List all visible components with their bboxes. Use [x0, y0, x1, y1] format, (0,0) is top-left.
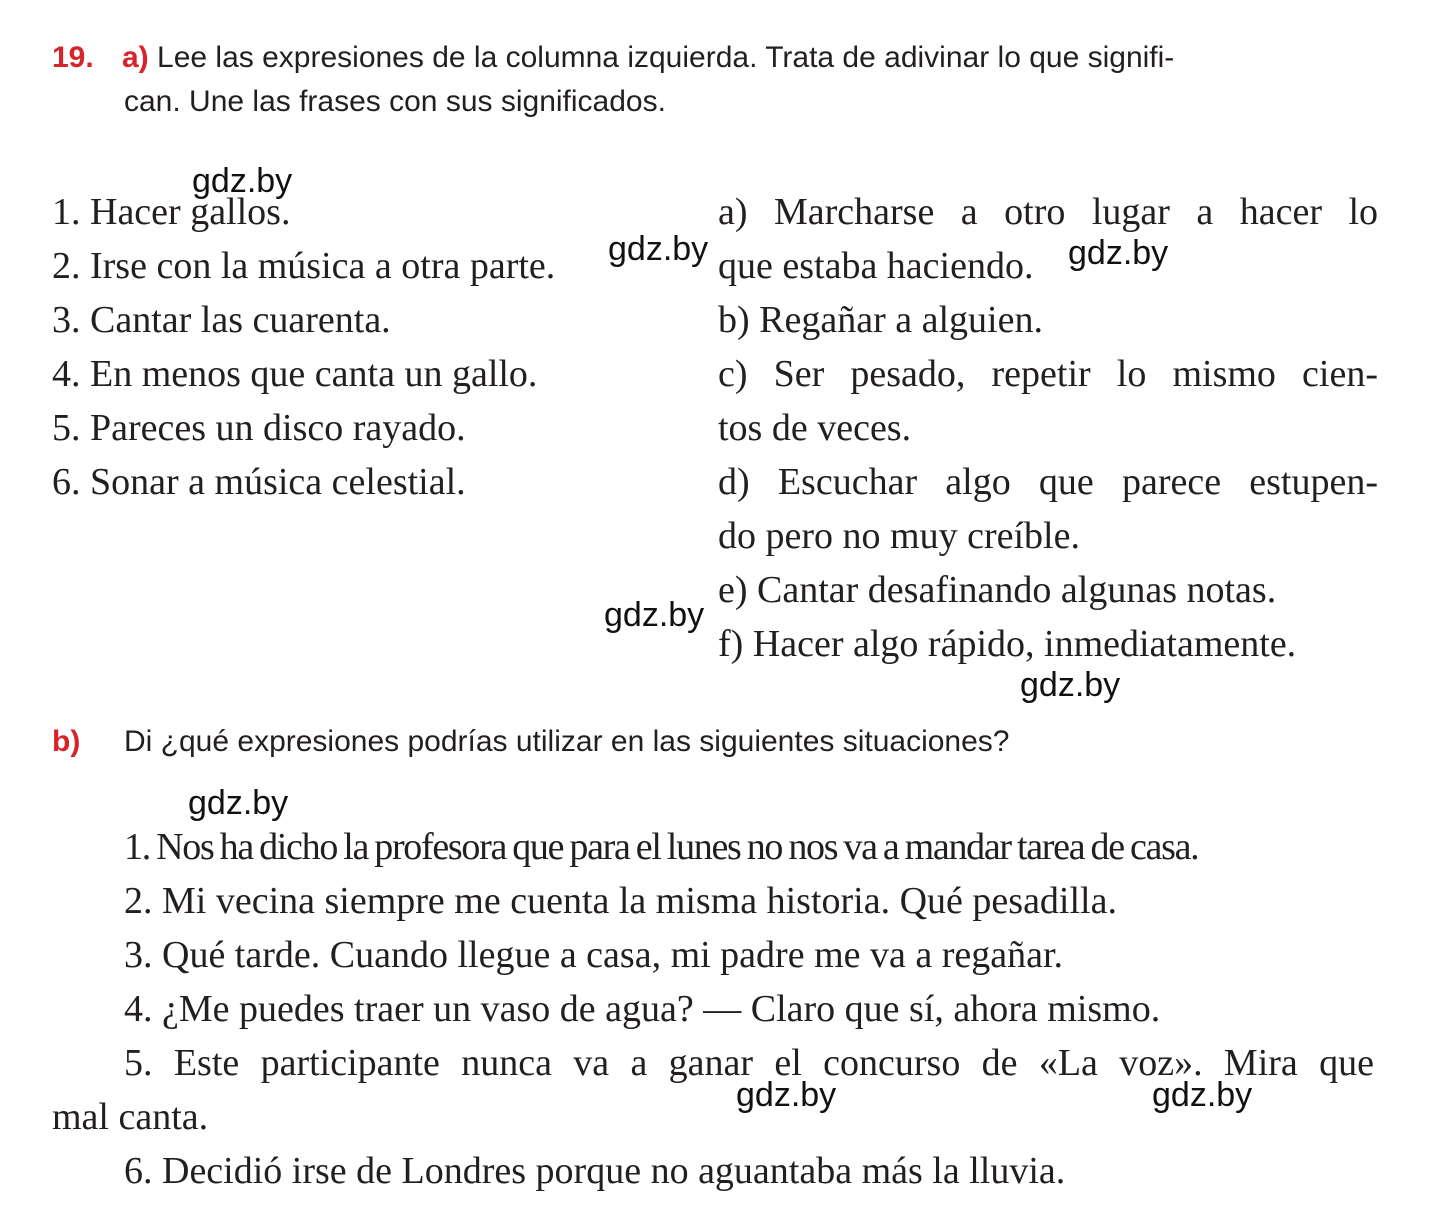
situations-list: [52, 820, 1374, 1198]
meanings-column: [718, 185, 1378, 671]
part-b-label: b): [52, 725, 81, 758]
situation-6: 6. Decidió irse de Londres porque no aguantaba más la lluvia.: [124, 1150, 1066, 1192]
watermark: gdz.by: [608, 230, 709, 268]
situation-4: 4. ¿Me puedes traer un vaso de agua? — Claro que sí, ahora mismo.: [124, 988, 1161, 1030]
exercise-19-header: [52, 36, 1382, 124]
instruction-line-1: [52, 36, 1382, 80]
situation-5-line-1: 5. Este participante nunca va a ganar el concurso de «La voz». Mira que: [124, 1042, 1374, 1084]
meaning-d-line-2: do pero no muy creíble.: [718, 515, 1080, 557]
watermark: gdz.by: [1152, 1076, 1253, 1114]
expression-3: 3. Cantar las cuarenta.: [52, 299, 391, 341]
part-b-header: [52, 720, 1382, 764]
part-a-instruction-1: Lee las expresiones de la columna izquierda. Trata de adivinar lo que signifi-: [157, 41, 1175, 74]
meaning-a-line-1: a) Marcharse a otro lugar a hacer lo: [718, 191, 1378, 233]
watermark: gdz.by: [1068, 234, 1169, 272]
meaning-b: b) Regañar a alguien.: [718, 299, 1043, 341]
watermark: gdz.by: [736, 1076, 837, 1114]
situation-5-line-2: mal canta.: [52, 1096, 209, 1138]
situation-2: 2. Mi vecina siempre me cuenta la misma historia. Qué pesadilla.: [124, 880, 1117, 922]
meaning-d-line-1: d) Escuchar algo que parece estupen-: [718, 461, 1378, 503]
watermark: gdz.by: [188, 784, 289, 822]
expressions-column: [52, 185, 692, 509]
situation-3: 3. Qué tarde. Cuando llegue a casa, mi padre me va a regañar.: [124, 934, 1064, 976]
expression-5: 5. Pareces un disco rayado.: [52, 407, 466, 449]
expression-2: 2. Irse con la música a otra parte.: [52, 245, 556, 287]
meaning-e: e) Cantar desafinando algunas notas.: [718, 569, 1277, 611]
meaning-c-line-2: tos de veces.: [718, 407, 912, 449]
part-a-instruction-2: can. Une las frases con sus significados.: [124, 85, 666, 118]
expression-4: 4. En menos que canta un gallo.: [52, 353, 538, 395]
meaning-a-line-2: que estaba haciendo.: [718, 245, 1034, 287]
watermark: gdz.by: [192, 162, 293, 200]
part-b-instruction: Di ¿qué expresiones podrías utilizar en las siguientes situaciones?: [124, 725, 1010, 758]
exercise-number: 19.: [52, 41, 94, 74]
expression-1: 1. Hacer gallos.: [52, 191, 291, 233]
watermark: gdz.by: [604, 596, 705, 634]
watermark: gdz.by: [1020, 666, 1121, 704]
meaning-c-line-1: c) Ser pesado, repetir lo mismo cien-: [718, 353, 1378, 395]
situation-1: 1. Nos ha dicho la profesora que para el lunes no nos va a mandar tarea de casa.: [124, 826, 1199, 868]
part-a-label: a): [122, 41, 149, 74]
expression-6: 6. Sonar a música celestial.: [52, 461, 466, 503]
meaning-f: f) Hacer algo rápido, inmediatamente.: [718, 623, 1297, 665]
